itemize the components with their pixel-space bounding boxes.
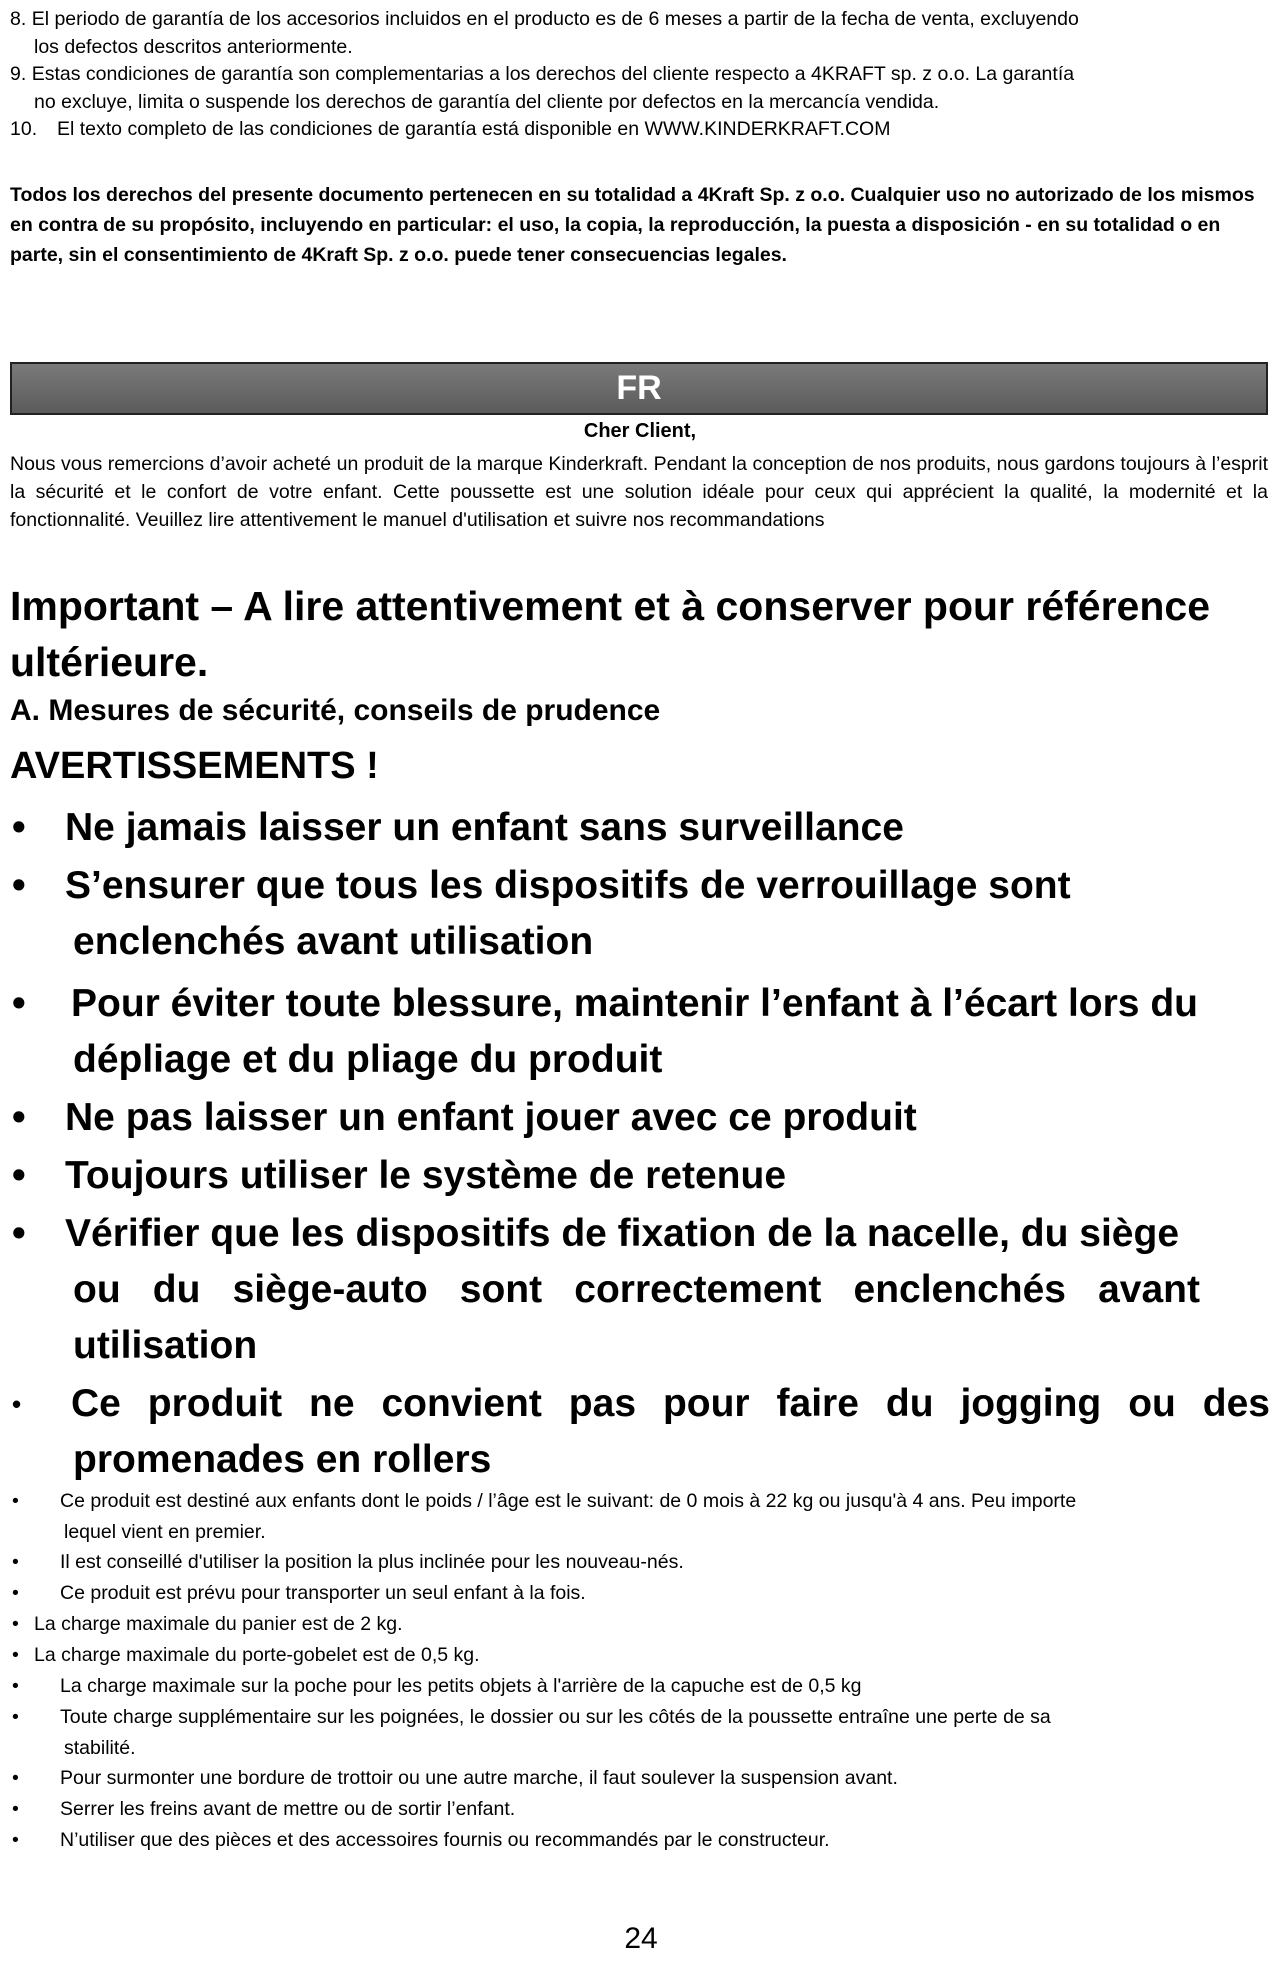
big-warning-line: Ce produit ne convient pas pour faire du jogging ou des — [71, 1382, 1270, 1425]
small-warning-line: La charge maximale du panier est de 2 kg. — [34, 1613, 403, 1635]
big-warning-item — [10, 1206, 1270, 1374]
section-a-heading: A. Mesures de sécurité, conseils de prudence — [10, 694, 661, 727]
intro-paragraph: Nous vous remercions d’avoir acheté un produit de la marque Kinderkraft. Pendant la conception de nos produits, nous gardons toujours à l’esprit la sécurité et le confort de votre enfant. Cette poussette est une solution idéale pour ceux qui apprécient la qualité, la modernité et la fonctionnalité. Veuillez lire attentivement le manuel d'utilisation et suivre nos recommandations — [10, 453, 1268, 531]
bullet-icon: • — [12, 1389, 22, 1419]
small-warning-line: La charge maximale du porte-gobelet est de 0,5 kg. — [34, 1644, 480, 1666]
bullet-icon: • — [12, 1096, 26, 1139]
legal-notice: Todos los derechos del presente documento pertenecen en su totalidad a 4Kraft Sp. z o.o. Cualquier uso no autorizado de los mismos en contra de su propósito, incluyendo en particular: el uso, la copia, la reproducción, la puesta a disposición - en su totalidad o en parte, sin el consentimiento de 4Kraft Sp. z o.o. puede tener consecuencias legales. — [10, 184, 1255, 266]
small-warning-line: Serrer les freins avant de mettre ou de sortir l’enfant. — [60, 1798, 516, 1820]
bullet-icon: • — [12, 864, 26, 907]
big-warning-line: ou du siège-auto sont correctement enclenchés avant — [73, 1268, 1200, 1311]
small-warning-line: Ce produit est prévu pour transporter un seul enfant à la fois. — [60, 1582, 586, 1604]
big-warning-item — [10, 858, 1270, 970]
es-item-9-number: 9. — [10, 63, 27, 85]
small-warning-line: lequel vient en premier. — [64, 1521, 266, 1543]
big-warning-line: enclenchés avant utilisation — [73, 920, 594, 963]
es-item-9-line1: Estas condiciones de garantía son complementarias a los derechos del cliente respecto a 4KRAFT sp. z o.o. La garantía — [31, 63, 1075, 85]
es-item-9 — [10, 61, 1270, 116]
bullet-icon: • — [12, 1582, 19, 1604]
warnings-heading: AVERTISSEMENTS ! — [10, 745, 379, 787]
big-warning-item — [10, 1090, 1270, 1146]
small-warning-item — [10, 1486, 1270, 1547]
bullet-icon: • — [12, 1212, 26, 1255]
greeting: Cher Client, — [583, 420, 697, 442]
big-warning-line: Pour éviter toute blessure, maintenir l’enfant à l’écart lors du — [71, 982, 1198, 1025]
small-warning-item — [10, 1609, 1270, 1640]
big-warning-line: utilisation — [73, 1324, 258, 1367]
small-warnings-list — [10, 1486, 1270, 1856]
es-item-8-number: 8. — [10, 8, 27, 30]
es-item-10-number: 10. — [10, 118, 38, 140]
big-warning-item — [10, 1376, 1270, 1488]
bullet-icon: • — [12, 1829, 19, 1851]
bullet-icon: • — [12, 1154, 26, 1197]
small-warning-item — [10, 1640, 1270, 1671]
bullet-icon: • — [12, 1767, 19, 1789]
small-warning-line: stabilité. — [64, 1737, 136, 1759]
important-heading: Important – A lire attentivement et à conserver pour référence ultérieure. — [10, 583, 1211, 685]
big-warning-line: Vérifier que les dispositifs de fixation de la nacelle, du siège — [65, 1212, 1180, 1255]
page-number: 24 — [624, 1922, 658, 1955]
small-warning-line: Il est conseillé d'utiliser la position la plus inclinée pour les nouveau-nés. — [60, 1551, 684, 1573]
small-warning-item — [10, 1578, 1270, 1609]
small-warning-line: Pour surmonter une bordure de trottoir ou une autre marche, il faut soulever la suspension avant. — [60, 1767, 898, 1789]
big-warning-line: dépliage et du pliage du produit — [73, 1038, 663, 1081]
small-warning-item — [10, 1671, 1270, 1702]
small-warning-line: Ce produit est destiné aux enfants dont le poids / l’âge est le suivant: de 0 mois à 22 kg ou jusqu'à 4 ans. Peu importe — [60, 1490, 1077, 1512]
small-warning-line: Toute charge supplémentaire sur les poignées, le dossier ou sur les côtés de la poussette entraîne une perte de sa — [60, 1706, 1051, 1728]
bullet-icon: • — [12, 806, 26, 849]
es-item-8-line1: El periodo de garantía de los accesorios incluidos en el producto es de 6 meses a partir de la fecha de venta, excluyendo — [31, 8, 1079, 30]
bullet-icon: • — [12, 1551, 19, 1573]
language-bar-fr: FR — [10, 362, 1268, 415]
bullet-icon: • — [12, 1644, 19, 1666]
bullet-icon: • — [12, 982, 26, 1025]
es-item-9-line2: no excluye, limita o suspende los derechos de garantía del cliente por defectos en la mercancía vendida. — [34, 90, 940, 113]
small-warning-item — [10, 1794, 1270, 1825]
es-item-10-text: El texto completo de las condiciones de garantía está disponible en WWW.KINDERKRAFT.COM — [57, 118, 891, 140]
big-warning-item — [10, 800, 1270, 856]
big-warning-line: Ne jamais laisser un enfant sans surveillance — [65, 806, 904, 849]
big-warning-line: Toujours utiliser le système de retenue — [65, 1154, 787, 1197]
small-warning-item — [10, 1547, 1270, 1578]
bullet-icon: • — [12, 1706, 19, 1728]
bullet-icon: • — [12, 1490, 19, 1512]
bullet-icon: • — [12, 1675, 19, 1697]
big-warning-line: Ne pas laisser un enfant jouer avec ce produit — [65, 1096, 917, 1139]
small-warning-item — [10, 1702, 1270, 1763]
big-warning-line: S’ensurer que tous les dispositifs de verrouillage sont — [65, 864, 1071, 907]
es-warranty-list — [10, 6, 1270, 144]
bullet-icon: • — [12, 1798, 19, 1820]
small-warning-item — [10, 1763, 1270, 1794]
bullet-icon: • — [12, 1613, 19, 1635]
big-warnings-list — [10, 800, 1270, 1490]
big-warning-line: promenades en rollers — [73, 1438, 492, 1481]
big-warning-item — [10, 1148, 1270, 1204]
small-warning-line: La charge maximale sur la poche pour les petits objets à l'arrière de la capuche est de 0,5 kg — [60, 1675, 862, 1697]
es-item-10 — [10, 116, 1270, 144]
big-warning-item — [10, 976, 1270, 1088]
small-warning-line: N’utiliser que des pièces et des accessoires fournis ou recommandés par le constructeur. — [60, 1829, 830, 1851]
es-item-8 — [10, 6, 1270, 61]
es-item-8-line2: los defectos descritos anteriormente. — [34, 35, 353, 58]
small-warning-item — [10, 1825, 1270, 1856]
